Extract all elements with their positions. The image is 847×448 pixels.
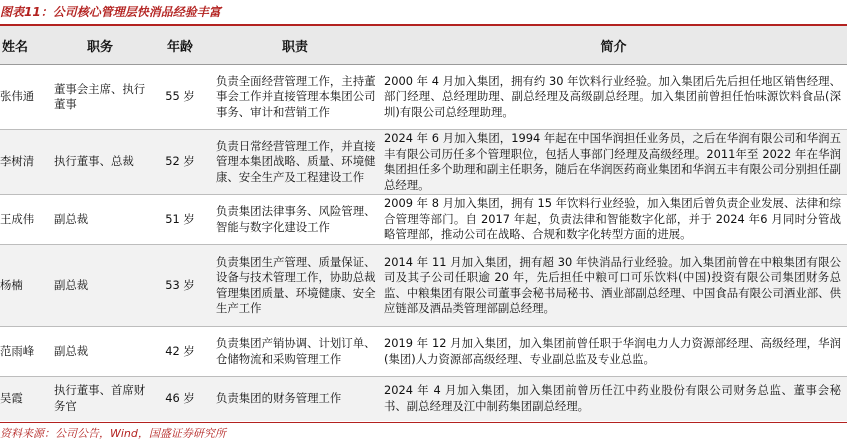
cell-intro: 2009 年 8 月加入集团，拥有 15 年饮料行业经验，加入集团后曾负责企业发展、法律和综合管理等部门。自 2017 年起，负责法律和智能数字化部，并于 2024 年6 月同时分管战略管理部，推动公司在战略、合规和数字化转型方面的进展。 — [380, 195, 847, 245]
cell-position: 董事会主席、执行董事 — [50, 65, 150, 130]
cell-intro: 2000 年 4 月加入集团，拥有约 30 年饮料行业经验。加入集团后先后担任地区销售经理、部门经理、总经理助理、副总经理及高级副总经理。加入集团前曾担任怡味源饮料食品(深圳)有限公司总经理助理。 — [380, 65, 847, 130]
cell-duty: 负责日常经营管理工作，并直接管理本集团战略、质量、环境健康、安全生产及工程建设工作 — [210, 130, 380, 195]
header-name: 姓名 — [0, 26, 50, 65]
source-divider — [0, 422, 847, 423]
cell-name: 杨楠 — [0, 245, 50, 327]
cell-position: 副总裁 — [50, 195, 150, 245]
cell-name: 吴霞 — [0, 377, 50, 421]
header-intro: 简介 — [380, 26, 847, 65]
cell-age: 52 岁 — [150, 130, 210, 195]
cell-intro: 2024 年 6 月加入集团，1994 年起在中国华润担任业务员，之后在华润有限公司和华润五丰有限公司历任多个管理职位，包括人事部门经理及高级经理。2011年至 2022 年在华润集团担任多个助理和副主任职务，随后在华润医药商业集团和华润五丰有限公司分别担任副总经理。 — [380, 130, 847, 195]
cell-duty: 负责集团法律事务、风险管理、智能与数字化建设工作 — [210, 195, 380, 245]
cell-intro: 2019 年 12 月加入集团，加入集团前曾任职于华润电力人力资源部经理、高级经理，华润(集团)人力资源部高级经理、专业副总监及专业总监。 — [380, 327, 847, 377]
cell-name: 范雨峰 — [0, 327, 50, 377]
table-row — [0, 130, 847, 195]
header-age: 年龄 — [150, 26, 210, 65]
cell-intro: 2014 年 11 月加入集团，拥有超 30 年快消品行业经验。加入集团前曾在中粮集团有限公司及其子公司任职逾 20 年，先后担任中粮可口可乐饮料(中国)投资有限公司集团财务总监、中粮集团有限公司董事会秘书局秘书、酒业部副总经理、中国食品有限公司酒业部、供应链部及酒品类管理部副总经理。 — [380, 245, 847, 327]
table-row — [0, 195, 847, 245]
cell-age: 46 岁 — [150, 377, 210, 421]
cell-age: 55 岁 — [150, 65, 210, 130]
header-position: 职务 — [50, 26, 150, 65]
cell-duty: 负责集团的财务管理工作 — [210, 377, 380, 421]
table-header-row — [0, 26, 847, 65]
cell-position: 副总裁 — [50, 245, 150, 327]
cell-duty: 负责全面经营管理工作，主持董事会工作并直接管理本集团公司事务、审计和营销工作 — [210, 65, 380, 130]
cell-name: 李树清 — [0, 130, 50, 195]
table-row — [0, 65, 847, 130]
cell-position: 副总裁 — [50, 327, 150, 377]
management-table — [0, 26, 847, 421]
cell-name: 张伟通 — [0, 65, 50, 130]
table-row — [0, 245, 847, 327]
table-row — [0, 327, 847, 377]
cell-age: 42 岁 — [150, 327, 210, 377]
cell-duty: 负责集团生产管理、质量保证、设备与技术管理工作，协助总裁管理集团质量、环境健康、安全生产工作 — [210, 245, 380, 327]
source-note: 资料来源：公司公告，Wind，国盛证券研究所 — [0, 427, 226, 440]
table-row — [0, 377, 847, 421]
cell-position: 执行董事、首席财务官 — [50, 377, 150, 421]
cell-age: 53 岁 — [150, 245, 210, 327]
cell-name: 王成伟 — [0, 195, 50, 245]
cell-intro: 2024 年 4 月加入集团，加入集团前曾历任江中药业股份有限公司财务总监、董事会秘书、副总经理及江中制药集团副总经理。 — [380, 377, 847, 421]
figure-title: 图表11：公司核心管理层快消品经验丰富 — [0, 5, 221, 19]
cell-position: 执行董事、总裁 — [50, 130, 150, 195]
header-duty: 职责 — [210, 26, 380, 65]
cell-duty: 负责集团产销协调、计划订单、仓储物流和采购管理工作 — [210, 327, 380, 377]
cell-age: 51 岁 — [150, 195, 210, 245]
